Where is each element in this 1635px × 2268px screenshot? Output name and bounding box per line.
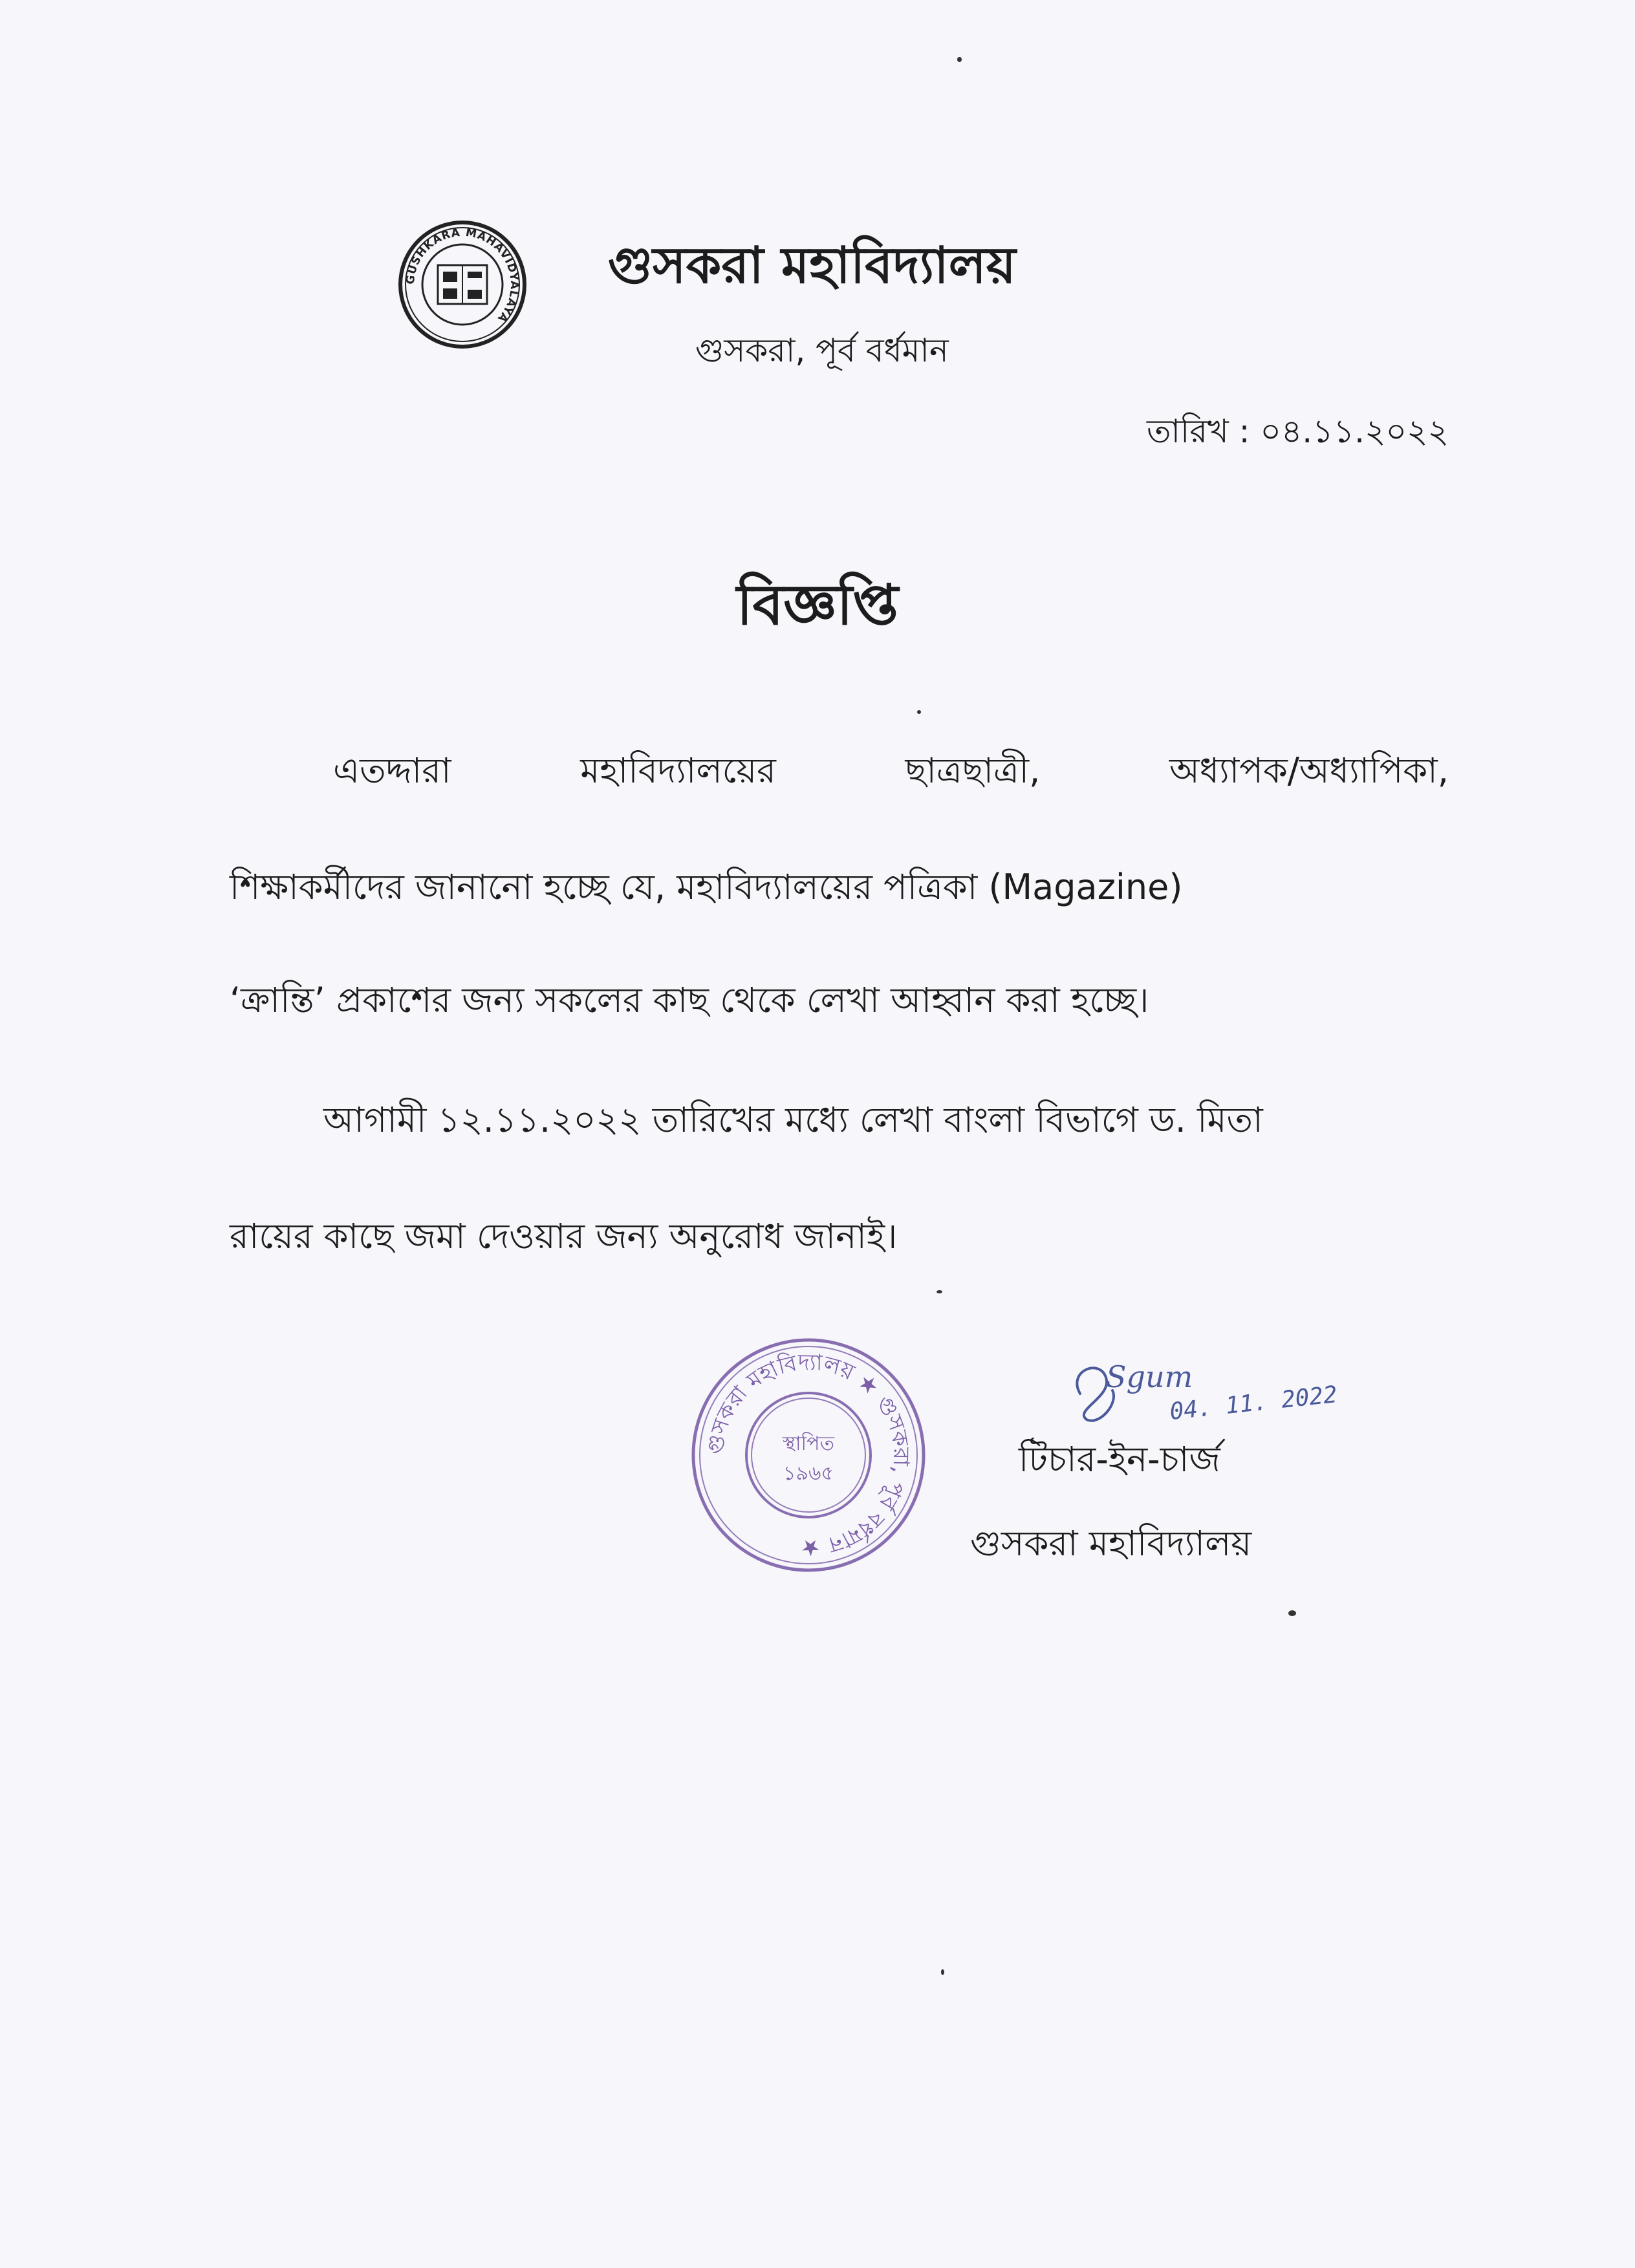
college-stamp: [686, 1332, 931, 1578]
notice-word: মহাবিদ্যালয়ের: [580, 750, 776, 791]
svg-text:স্থাপিত: স্থাপিত: [782, 1432, 835, 1455]
notice-title: বিজ্ঞপ্তি: [736, 573, 899, 638]
signatory-role: টিচার-ইন-চার্জ: [1019, 1439, 1220, 1480]
notice-line-3: ‘ক্রান্তি’ প্রকাশের জন্য সকলের কাছ থেকে লেখা আহ্বান করা হচ্ছে।: [230, 980, 1149, 1021]
notice-word: অধ্যাপক/অধ্যাপিকা,: [1169, 750, 1449, 791]
college-address: গুসকরা, পূর্ব বর্ধমান: [695, 332, 949, 369]
notice-word: ছাত্রছাত্রী,: [905, 750, 1041, 791]
svg-text:GUSHKARA MAHAVIDYALAYA: GUSHKARA MAHAVIDYALAYA: [404, 226, 521, 325]
scan-speck: [917, 710, 921, 714]
scan-speck: [957, 57, 962, 62]
college-name: গুসকরা মহাবিদ্যালয়: [608, 237, 1016, 295]
notice-line-1: [230, 744, 1449, 802]
college-logo: [398, 220, 527, 349]
notice-line-2: শিক্ষাকর্মীদের জানানো হচ্ছে যে, মহাবিদ্যালয়ের পত্রিকা (Magazine): [230, 867, 1183, 907]
svg-text:১৯৬৫: ১৯৬৫: [783, 1462, 834, 1485]
scan-speck: [1288, 1610, 1296, 1616]
scan-speck: [937, 1290, 942, 1293]
signatory-college: গুসকরা মহাবিদ্যালয়: [970, 1523, 1252, 1564]
notice-line-4: আগামী ১২.১১.২০২২ তারিখের মধ্যে লেখা বাংলা বিভাগে ড. মিতা: [323, 1099, 1263, 1140]
svg-text:গুসকরা মহাবিদ্যালয় ★ গুসকরা,: গুসকরা মহাবিদ্যালয় ★ গুসকরা, পূর্ব বর্ধমান ★: [702, 1349, 915, 1561]
notice-word: এতদ্দারা: [333, 750, 451, 791]
notice-date: [1147, 407, 1449, 461]
svg-text:04. 11. 2022: 04. 11. 2022: [1168, 1381, 1339, 1425]
svg-text:Sgum: Sgum: [1106, 1359, 1193, 1394]
handwritten-signature: [1061, 1332, 1365, 1436]
date-label: তারিখ :: [1147, 413, 1250, 450]
date-value: ০৪.১১.২০২২: [1260, 413, 1449, 450]
notice-line-5: রায়ের কাছে জমা দেওয়ার জন্য অনুরোধ জানাই।: [230, 1216, 898, 1257]
scan-speck: [941, 1969, 944, 1975]
